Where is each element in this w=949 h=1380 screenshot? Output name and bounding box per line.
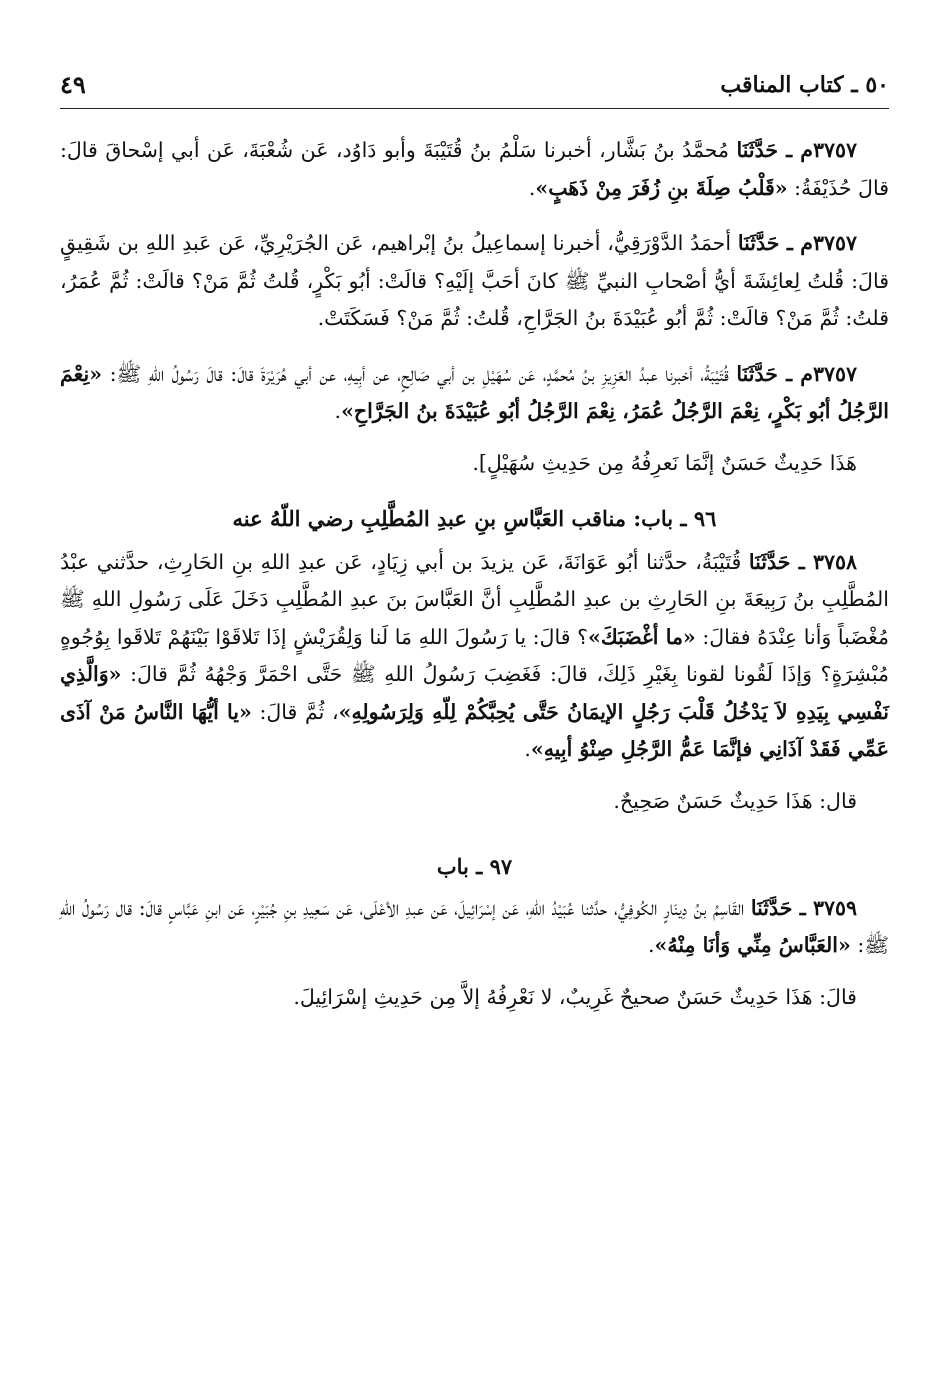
hadith-text: مُحمَّدُ بنُ بَشَّار، أخبرنا سَلْمُ بنُ قُتَيْبَةَ وأبو دَاوُد، عَن شُعْبَةَ، عَن أبي إسْحاقَ قالَ: قالَ حُذَيْفَةُ: <box>60 138 889 200</box>
hadith-end: . <box>524 737 531 761</box>
hadith-number: ٣٧٥٧م <box>800 231 857 255</box>
hadith-comment: قالَ: هَذَا حَدِيثٌ حَسَنٌ صحيحٌ غَرِيبٌ، لا نَعْرِفُهُ إلاَّ مِن حَدِيثِ إسْرَائِيلَ. <box>293 984 857 1009</box>
hadith-quote: «وَالَّذِي نَفْسِي بِيَدِهِ لاَ يَدْخُلُ قَلْبَ رَجُلٍ الإيمَانُ حَتَّى يُحِبَّكُمْ لِلّهِ وَلِرَسُولِهِ» <box>60 662 889 724</box>
hadith-text: ، ثُمَّ قالَ: <box>251 699 339 724</box>
haddathana: حَدَّثَنَا <box>736 138 779 162</box>
hadith-quote: «نِعْمَ الرَّجُلُ أبُو بَكْرٍ، نِعْمَ الرَّجُلُ عُمَرُ، نِعْمَ الرَّجُلُ أبُو عُبَيْدَةَ بنُ الجَرَّاحِ» <box>60 361 889 423</box>
hadith-3757-b <box>60 225 889 338</box>
hadith-text: ؟ قالَ: يا رَسُولَ اللهِ مَا لَنا وَلِقُرَيْشٍ إذَا تَلاقَوْا بَيْنَهُمْ تَلاقَوا بِوُجُوهٍ مُبْشِرَةٍ؟ وَإذَا لَقُونا لقونا بِغَيْرِ ذَلِكَ، قالَ: فَغَضِبَ رَسُولُ اللهِ ﷺ حَتَّى احْمَرَّ وَجْهُهُ ثُمَّ قالَ: <box>60 624 889 686</box>
hadith-text: القَاسِمُ بنُ دِينَارٍ الكُوفِيُّ، حدَّثنا عُبَيْدُ اللهِ، عَن إسْرَائِيلَ، عَن عبدِ الأعْلَى، عَن سَعِيدِ بنِ جُبَيْرٍ، عَن ابنِ عَبَّاسٍ قالَ: قال رَسُولُ اللهِ ﷺ: <box>60 895 889 957</box>
haddathana: حَدَّثَنَا <box>736 361 778 386</box>
page-number: ٤٩ <box>60 70 86 99</box>
chapter-heading-96: ٩٦ ـ باب: مناقب العَبَّاسِ بنِ عبدِ المُطَّلِبِ رضي اللّهُ عنه <box>232 506 717 531</box>
hadith-quote: «العَبَّاسُ مِنِّي وَأنَا مِنْهُ» <box>654 933 851 957</box>
page-body <box>60 132 889 1034</box>
hadith-3759 <box>60 890 889 965</box>
haddathana: حَدَّثَنَا <box>748 549 791 574</box>
page-header <box>60 68 889 109</box>
hadith-number: ٣٧٥٩ <box>812 895 858 920</box>
hadith-dash: ـ <box>778 138 801 162</box>
hadith-quote: «قَلْبُ صِلَةَ بنِ زُفَرَ مِنْ ذَهَبٍ» <box>535 175 788 200</box>
chapter-heading-97: ٩٧ ـ باب <box>436 854 513 879</box>
hadith-number: ٣٧٥٧م <box>800 138 857 162</box>
running-title: ٥٠ ـ كتاب المناقب <box>720 72 889 98</box>
hadith-quote: «ما أغْضَبَكَ» <box>588 624 696 649</box>
hadith-dash: ـ <box>779 231 801 255</box>
hadith-dash: ـ <box>792 895 813 920</box>
hadith-comment: قال: هَذَا حَدِيثٌ حَسَنٌ صَحِيحٌ. <box>613 788 857 813</box>
hadith-end: . <box>647 933 655 957</box>
hadith-quote: «يا أيُّهَا النَّاسُ مَنْ آذَى عَمِّي فَقَدْ آذَانِي فإنَّمَا عَمُّ الرَّجُلِ صِنْوُ أبِيهِ» <box>60 699 889 761</box>
haddathana: حَدَّثَنَا <box>750 895 793 920</box>
hadith-end: . <box>528 175 536 200</box>
hadith-text: قُتَيْبَةُ، أخبرنا عبدُ العَزِيزِ بنُ مُحمَّدٍ، عَن سُهَيْلِ بن أبي صَالِحٍ، عن أبِيهِ، عن أبي هُرَيْرَةَ قالَ: قالَ رَسُولُ اللهِ ﷺ: <box>102 361 737 386</box>
hadith-end: . <box>334 399 342 423</box>
hadith-3758 <box>60 544 889 769</box>
hadith-text: قُتَيْبَةُ، حدَّثنا أبُو عَوَانَةَ، عَن يزيدَ بن أبي زِيَادٍ، عَن عبدِ اللهِ بنِ الحَارِثِ، حدَّثني عبْدُ المُطَّلِبِ بنُ رَبِيعَةَ بنِ الحَارِثِ بن عبدِ المُطَّلِبِ أنَّ العَبَّاسَ بنَ عبدِ المُطَّلِبِ دَخَلَ عَلَى رَسُولِ اللهِ ﷺ مُغْضَباً وَأنا عِنْدَهُ فقالَ: <box>60 549 889 649</box>
hadith-number: ٣٧٥٨ <box>812 549 857 574</box>
hadith-dash: ـ <box>777 361 801 386</box>
haddathana: حَدَّثَنَا <box>737 231 780 255</box>
hadith-number: ٣٧٥٧م <box>800 361 857 386</box>
hadith-3757-c <box>60 356 889 431</box>
hadith-dash: ـ <box>790 549 813 574</box>
hadith-text: أحمَدُ الدَّوْرَقِيُّ، أخبرنا إسماعِيلُ بنُ إبْراهيم، عَن الجُرَيْرِيِّ، عَن عَبدِ اللهِ بن شَقِيقٍ قالَ: قُلتُ لِعائِشَةَ أيُّ أصْحابِ النبيِّ ﷺ كانَ أحَبَّ إلَيْهِ؟ قالَتْ: أبُو بَكْرٍ، قُلتُ ثُمَّ مَنْ؟ قالَتْ: ثُمَّ عُمَرُ، قلتُ: ثُمَّ مَنْ؟ قالَتْ: ثُمَّ أبُو عُبَيْدَةَ بنُ الجَرَّاحِ، قُلتُ: ثُمَّ مَنْ؟ فَسَكَتَتْ. <box>60 231 889 330</box>
hadith-3757-a <box>60 132 889 207</box>
hadith-comment: هَذَا حَدِيثٌ حَسَنٌ إنَّمَا نَعرِفُهُ مِن حَدِيثِ سُهَيْلٍ]. <box>472 450 857 475</box>
